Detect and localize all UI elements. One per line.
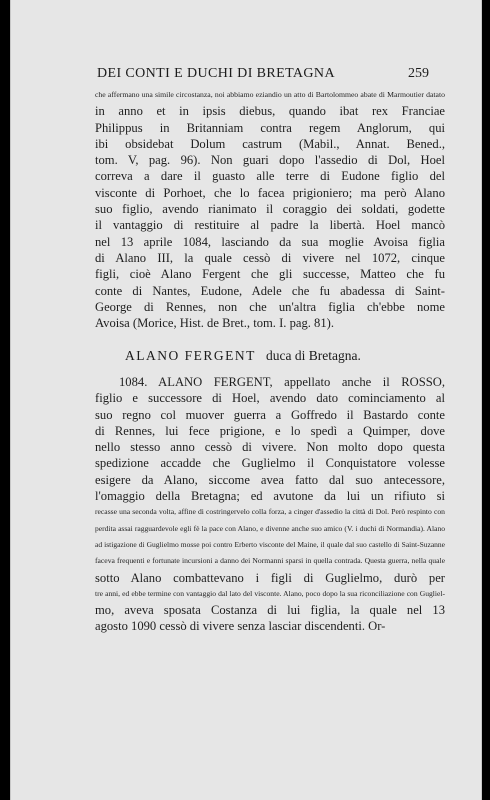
text-line: esigere da Alano, siccome avea fatto dal suo antecessore, (95, 472, 445, 487)
text-line: ibi obsidebat Dolum castrum (Mabil., Annat. Bened., (95, 136, 445, 151)
paragraph-hoel-conclusion (95, 87, 445, 331)
paragraph-alano-fergent (95, 374, 445, 635)
text-line: figli, cioè Alano Fergent che gli successe, Matteo che fu (95, 267, 445, 282)
text-line: suo regno col muover guerra a Goffredo il Bastardo conte (95, 407, 445, 422)
text-line: agosto 1090 cessò di vivere senza lasciar discendenti. Or- (95, 619, 386, 634)
text-line: in anno et in ipsis diebus, quando ibat rex Franciae (95, 104, 445, 119)
text-line: tre anni, ed ebbe termine con vantaggio dal lato del visconte. Alano, poco dopo la sua riconciliazione con Gugliel- (95, 588, 445, 598)
section-heading-title: duca di Bretagna. (266, 348, 361, 363)
text-line: faceva frequenti e fortunate incursioni a danno dei Normanni sparsi in quella contrada. Questa guerra, nella quale (95, 556, 445, 566)
text-line: perdita assai ragguardevole egli fè la pace con Alano, e divenne anche suo amico (V. i duchi di Normandia). Alano (95, 523, 445, 533)
text-line: che affermano una simile circostanza, noi abbiamo eziandio un atto di Bartolommeo abate di Marmoutier datato (95, 90, 445, 99)
text-line: Philippus in Britanniam contra regem Anglorum, qui (95, 120, 445, 135)
text-line: ad istigazione di Guglielmo mosse poi contro Erberto visconte del Maine, il quale dal suo castello di Saint-Suzanne (95, 539, 445, 549)
text-line: di Alano III, la quale cessò di vivere nel 1072, cinque (95, 250, 445, 265)
running-head (89, 66, 429, 86)
running-head-title: DEI CONTI E DUCHI DI BRETAGNA (97, 66, 335, 81)
text-line: il vantaggio di restituire al padre la libertà. Hoel mancò (95, 218, 445, 233)
text-line: di Rennes, lui fece prigione, e lo spedì a Quimper, dove (95, 423, 445, 438)
text-line: tom. V, pag. 96). Non guari dopo l'assedio di Dol, Hoel (95, 153, 445, 168)
text-line: figlio e successore di Hoel, avendo dato cominciamento al (95, 391, 445, 406)
section-heading (125, 348, 361, 364)
text-line: visconte di Porhoet, che lo facea prigioniero; ma però Alano (95, 185, 445, 200)
text-line: George di Rennes, non che un'altra figlia ch'ebbe nome (95, 299, 445, 314)
text-line: Avoisa (Morice, Hist. de Bret., tom. I. pag. 81). (95, 316, 334, 331)
text-line: mo, aveva sposata Costanza di lui figlia, la quale nel 13 (95, 603, 445, 618)
book-page (10, 0, 482, 800)
text-line: nel 13 aprile 1084, lasciando da sua moglie Avoisa figlia (95, 234, 445, 249)
text-line: correva a dare il guasto alle terre di Eudone figlio del (95, 169, 445, 184)
text-line: 1084. ALANO FERGENT, appellato anche il ROSSO, (119, 375, 445, 389)
text-line: recasse una seconda volta, affine di costringervelo colla forza, a cinger d'assedio la città di Dol. Però respinto con (95, 507, 445, 517)
text-line: spedizione accadde che Guglielmo il Conquistatore volesse (95, 456, 445, 471)
section-heading-name: ALANO FERGENT (125, 348, 256, 363)
text-line: conte di Nantes, Eudone, Adele che fu abadessa di Saint- (95, 283, 445, 298)
page-number: 259 (408, 66, 429, 81)
text-line: suo figlio, avendo rianimato il coraggio dei soldati, godette (95, 202, 445, 217)
text-line: sotto Alano combattevano i figli di Guglielmo, durò per (95, 570, 445, 585)
text-line: l'omaggio della Bretagna; ed avutone da lui un rifiuto si (95, 489, 445, 504)
text-line: nello stesso anno cessò di vivere. Non molto dopo questa (95, 440, 445, 455)
